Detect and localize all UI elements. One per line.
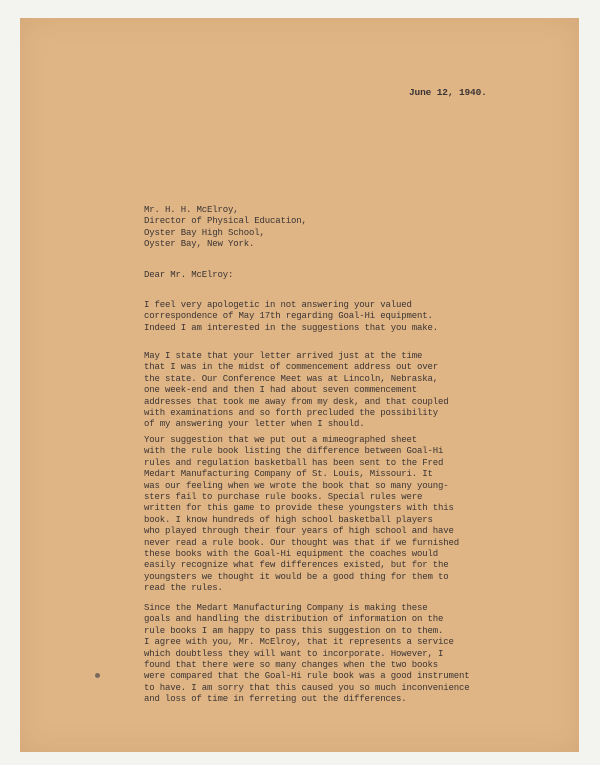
text-line: I agree with you, Mr. McElroy, that it represents a service: [144, 637, 454, 648]
text-line: I feel very apologetic in not answering your valued: [144, 300, 412, 310]
text-line: with the rule book listing the difference between Goal-Hi: [144, 446, 444, 457]
text-line: rules and regulation basketball has been sent to the Fred: [144, 457, 444, 468]
text-line: with examinations and so forth precluded the possibility: [144, 408, 439, 419]
text-line: addresses that took me away from my desk, and that coupled: [144, 396, 449, 407]
letter-date: June 12, 1940.: [409, 87, 487, 98]
text-line: rule books I am happy to pass this suggestion on to them.: [144, 625, 444, 636]
text-line: which doubtless they will want to incorporate. However, I: [144, 648, 444, 659]
text-line: of my answering your letter when I should.: [144, 419, 365, 430]
address-line: Oyster Bay High School,: [144, 227, 265, 238]
text-line: Your suggestion that we put out a mimeographed sheet: [144, 435, 418, 445]
text-line: to have. I am sorry that this caused you so much inconvenience: [144, 682, 470, 693]
letter-page: [20, 18, 579, 752]
text-line: were compared that the Goal-Hi rule book was a good instrument: [144, 671, 470, 682]
paragraph-4: [144, 603, 470, 706]
text-line: correspondence of May 17th regarding Goal-Hi equipment.: [144, 311, 433, 322]
paragraph-3: [144, 435, 459, 595]
text-line: the state. Our Conference Meet was at Lincoln, Nebraska,: [144, 373, 439, 384]
text-line: read the rules.: [144, 583, 223, 594]
address-line: Oyster Bay, New York.: [144, 239, 255, 250]
text-line: found that there were so many changes when the two books: [144, 660, 439, 671]
text-line: written for this game to provide these youngsters with this: [144, 503, 454, 514]
text-line: one week-end and then I had about seven commencement: [144, 385, 418, 396]
text-line: easily recognize what few differences existed, but for the: [144, 560, 449, 571]
text-line: youngsters we thought it would be a good thing for them to: [144, 571, 449, 582]
recipient-address: [144, 205, 307, 251]
text-line: Since the Medart Manufacturing Company is making these: [144, 603, 428, 613]
text-line: never read a rule book. Our thought was that if we furnished: [144, 537, 460, 548]
text-line: Indeed I am interested in the suggestions that you make.: [144, 322, 439, 333]
text-line: sters fail to purchase rule books. Special rules were: [144, 492, 423, 503]
paragraph-2: [144, 351, 449, 431]
text-line: that I was in the midst of commencement address out over: [144, 362, 439, 373]
text-line: who played through their four years of high school and have: [144, 526, 454, 537]
text-line: book. I know hundreds of high school basketball players: [144, 514, 433, 525]
paragraph-1: [144, 300, 438, 334]
ink-spot: [95, 673, 100, 678]
text-line: goals and handling the distribution of information on the: [144, 614, 444, 625]
text-line: May I state that your letter arrived just at the time: [144, 351, 423, 361]
text-line: Medart Manufacturing Company of St. Louis, Missouri. It: [144, 469, 433, 480]
address-line: Mr. H. H. McElroy,: [144, 205, 239, 215]
address-line: Director of Physical Education,: [144, 216, 307, 227]
salutation: Dear Mr. McElroy:: [144, 270, 234, 280]
text-line: these books with the Goal-Hi equipment the coaches would: [144, 549, 439, 560]
text-line: and loss of time in ferreting out the differences.: [144, 694, 407, 705]
text-line: was our feeling when we wrote the book that so many young-: [144, 480, 449, 491]
